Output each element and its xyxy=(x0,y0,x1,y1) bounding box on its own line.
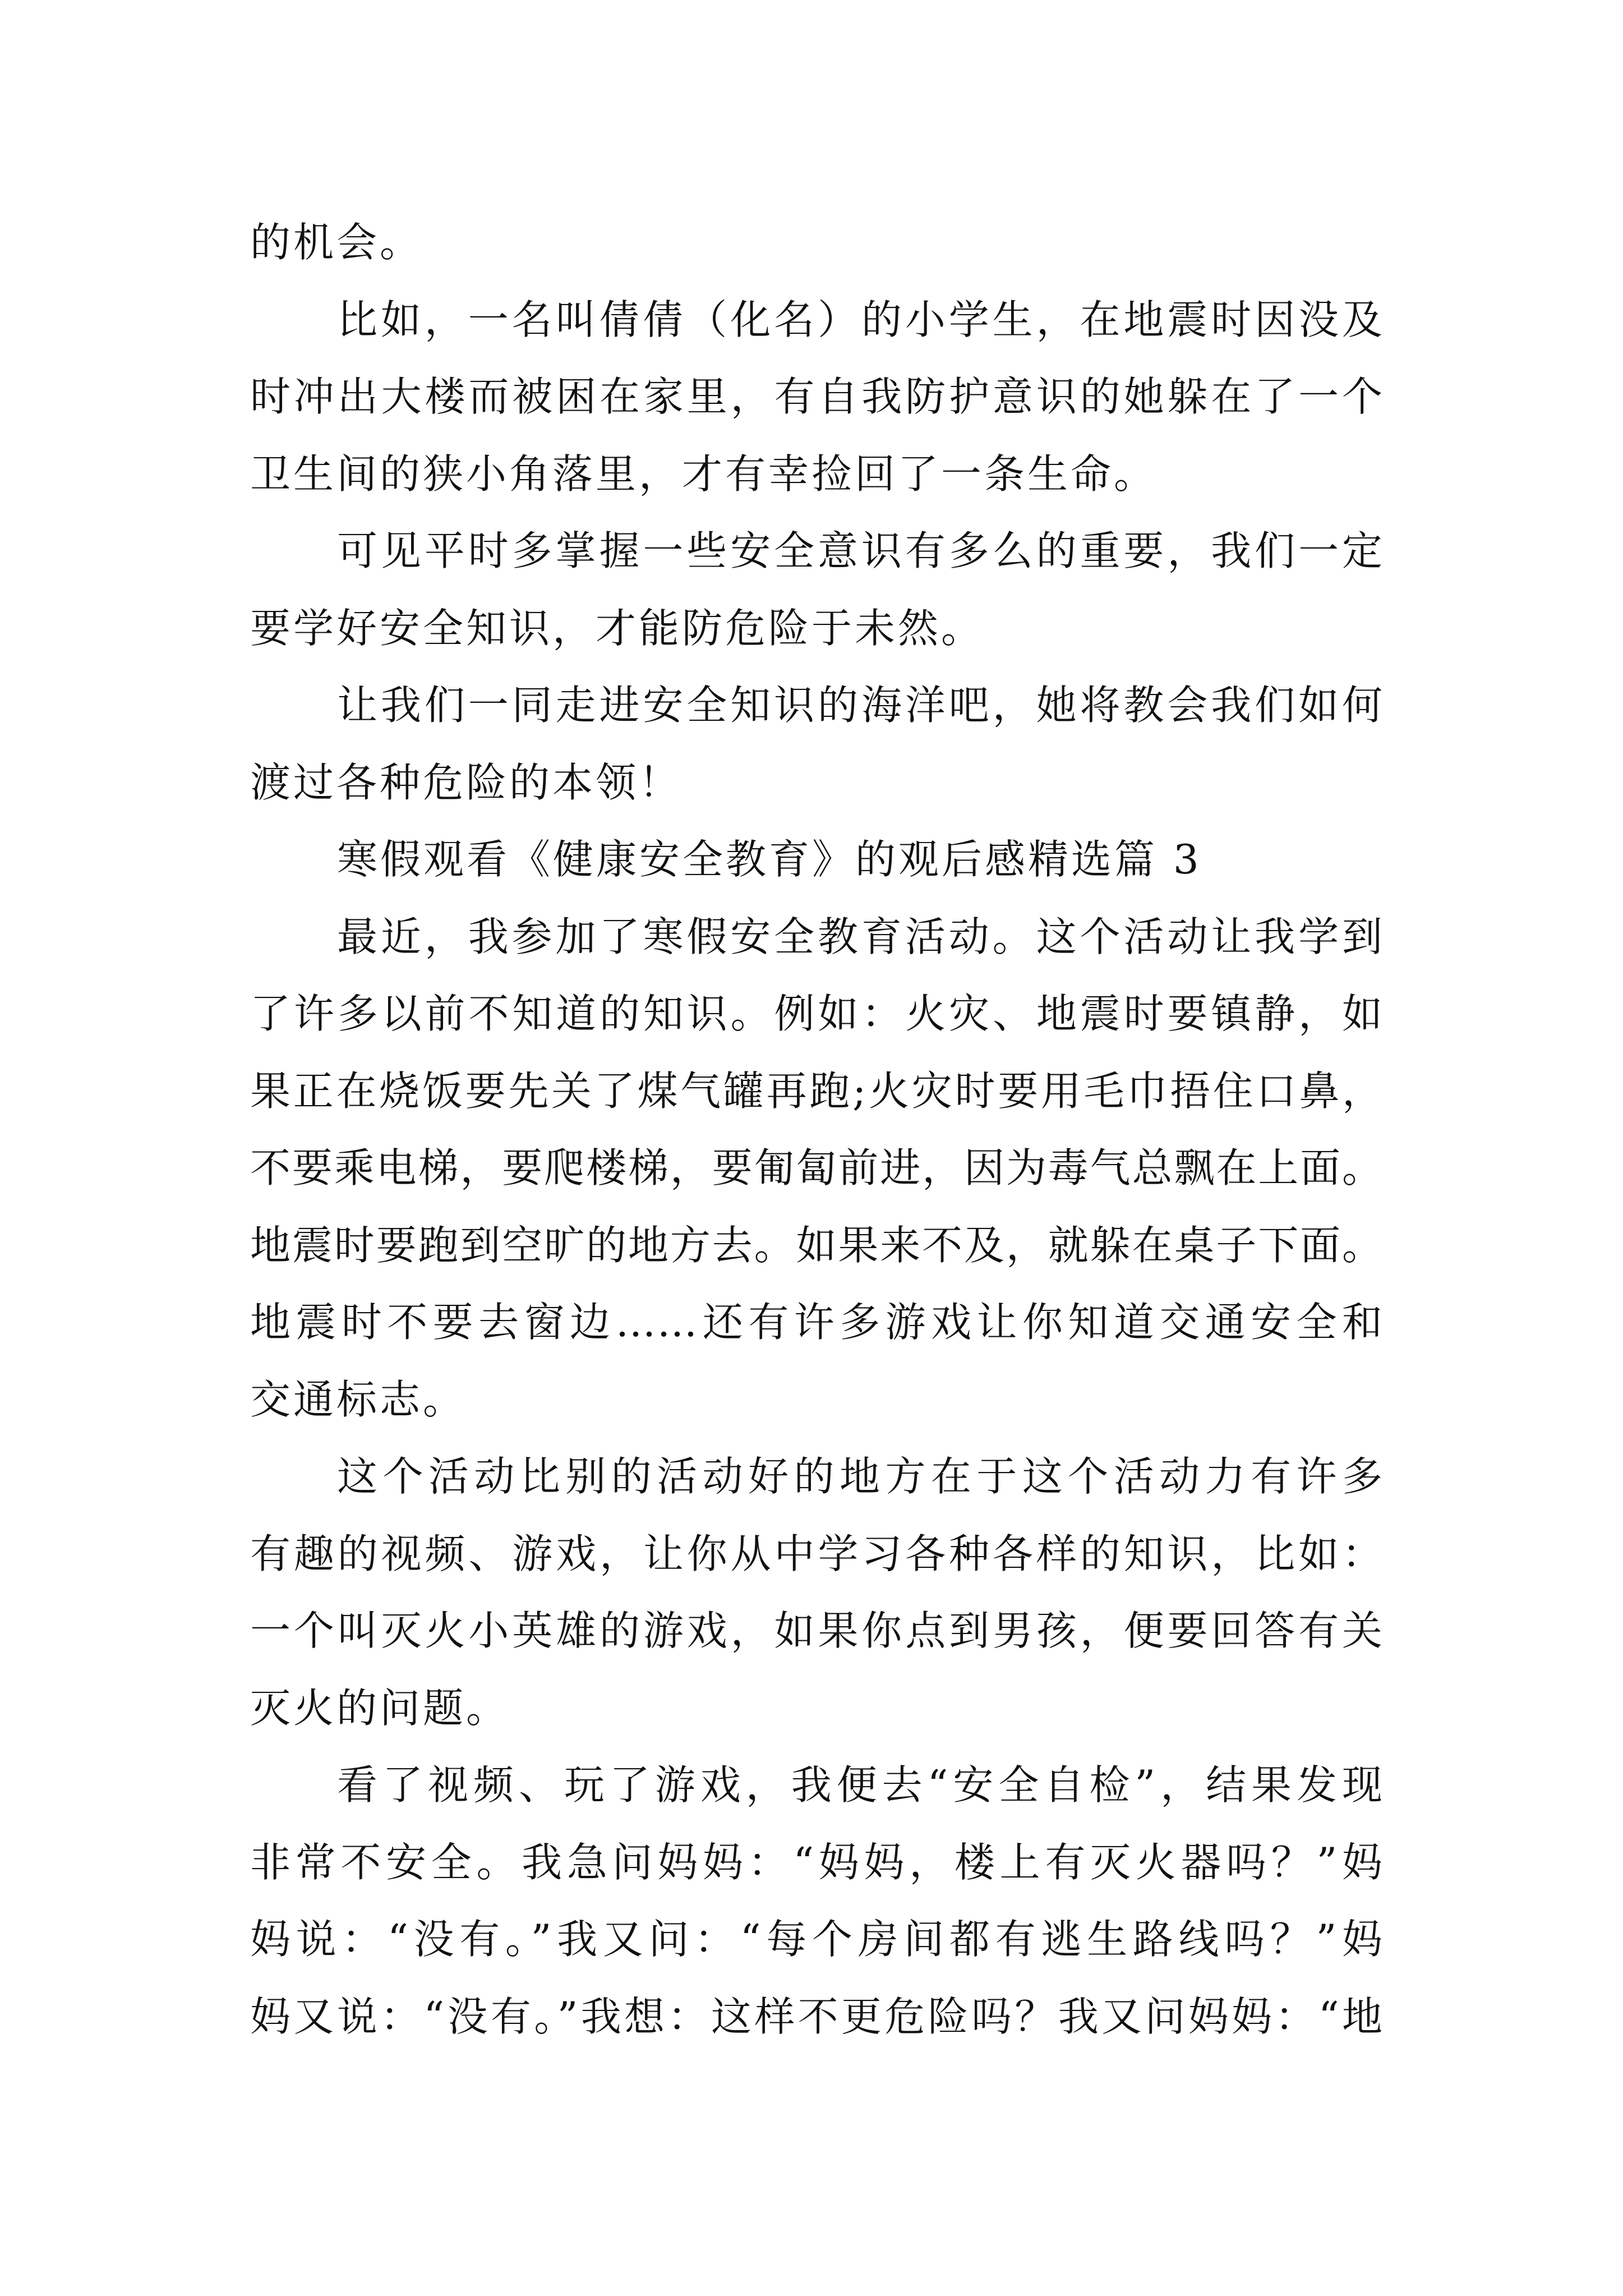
paragraph-start-line: 比如，一名叫倩倩（化名）的小学生，在地震时因没及 xyxy=(337,296,1384,343)
text-line: 地震时要跑到空旷的地方去。如果来不及，就躲在桌子下面。 xyxy=(250,1221,1384,1269)
paragraph-start-line: 让我们一同走进安全知识的海洋吧，她将教会我们如何 xyxy=(337,682,1384,729)
text-line: 非常不安全。我急问妈妈：“妈妈，楼上有灭火器吗？”妈 xyxy=(250,1838,1384,1886)
text-line: 卫生间的狭小角落里，才有幸捡回了一条生命。 xyxy=(250,450,1158,498)
paragraph-start-line: 可见平时多掌握一些安全意识有多么的重要，我们一定 xyxy=(337,527,1384,574)
text-line: 了许多以前不知道的知识。例如：火灾、地震时要镇静，如 xyxy=(250,990,1384,1037)
text-line: 灭火的问题。 xyxy=(250,1684,510,1732)
text-line: 地震时不要去窗边……还有许多游戏让你知道交通安全和 xyxy=(250,1299,1384,1346)
text-line: 交通标志。 xyxy=(250,1375,467,1423)
text-line: 妈又说：“没有。”我想：这样不更危险吗？我又问妈妈：“地 xyxy=(250,1993,1384,2040)
text-line: 一个叫灭火小英雄的游戏，如果你点到男孩，便要回答有关 xyxy=(250,1607,1384,1654)
text-line: 有趣的视频、游戏，让你从中学习各种各样的知识，比如： xyxy=(250,1530,1384,1577)
paragraph-start-line: 最近，我参加了寒假安全教育活动。这个活动让我学到 xyxy=(337,913,1384,960)
text-line: 的机会。 xyxy=(250,219,423,266)
text-line: 渡过各种危险的本领！ xyxy=(250,758,683,806)
document-body xyxy=(250,204,1384,2055)
text-line: 时冲出大楼而被困在家里，有自我防护意识的她躲在了一个 xyxy=(250,373,1384,420)
section-heading: 寒假观看《健康安全教育》的观后感精选篇 3 xyxy=(337,836,1202,883)
text-line: 果正在烧饭要先关了煤气罐再跑;火灾时要用毛巾捂住口鼻， xyxy=(250,1067,1384,1115)
paragraph-start-line: 看了视频、玩了游戏，我便去“安全自检”，结果发现 xyxy=(337,1761,1384,1809)
text-line: 妈说：“没有。”我又问：“每个房间都有逃生路线吗？”妈 xyxy=(250,1916,1384,1963)
text-line: 要学好安全知识，才能防危险于未然。 xyxy=(250,604,985,652)
text-line: 不要乘电梯，要爬楼梯，要匍匐前进，因为毒气总飘在上面。 xyxy=(250,1144,1384,1191)
paragraph-start-line: 这个活动比别的活动好的地方在于这个活动力有许多 xyxy=(337,1453,1384,1500)
